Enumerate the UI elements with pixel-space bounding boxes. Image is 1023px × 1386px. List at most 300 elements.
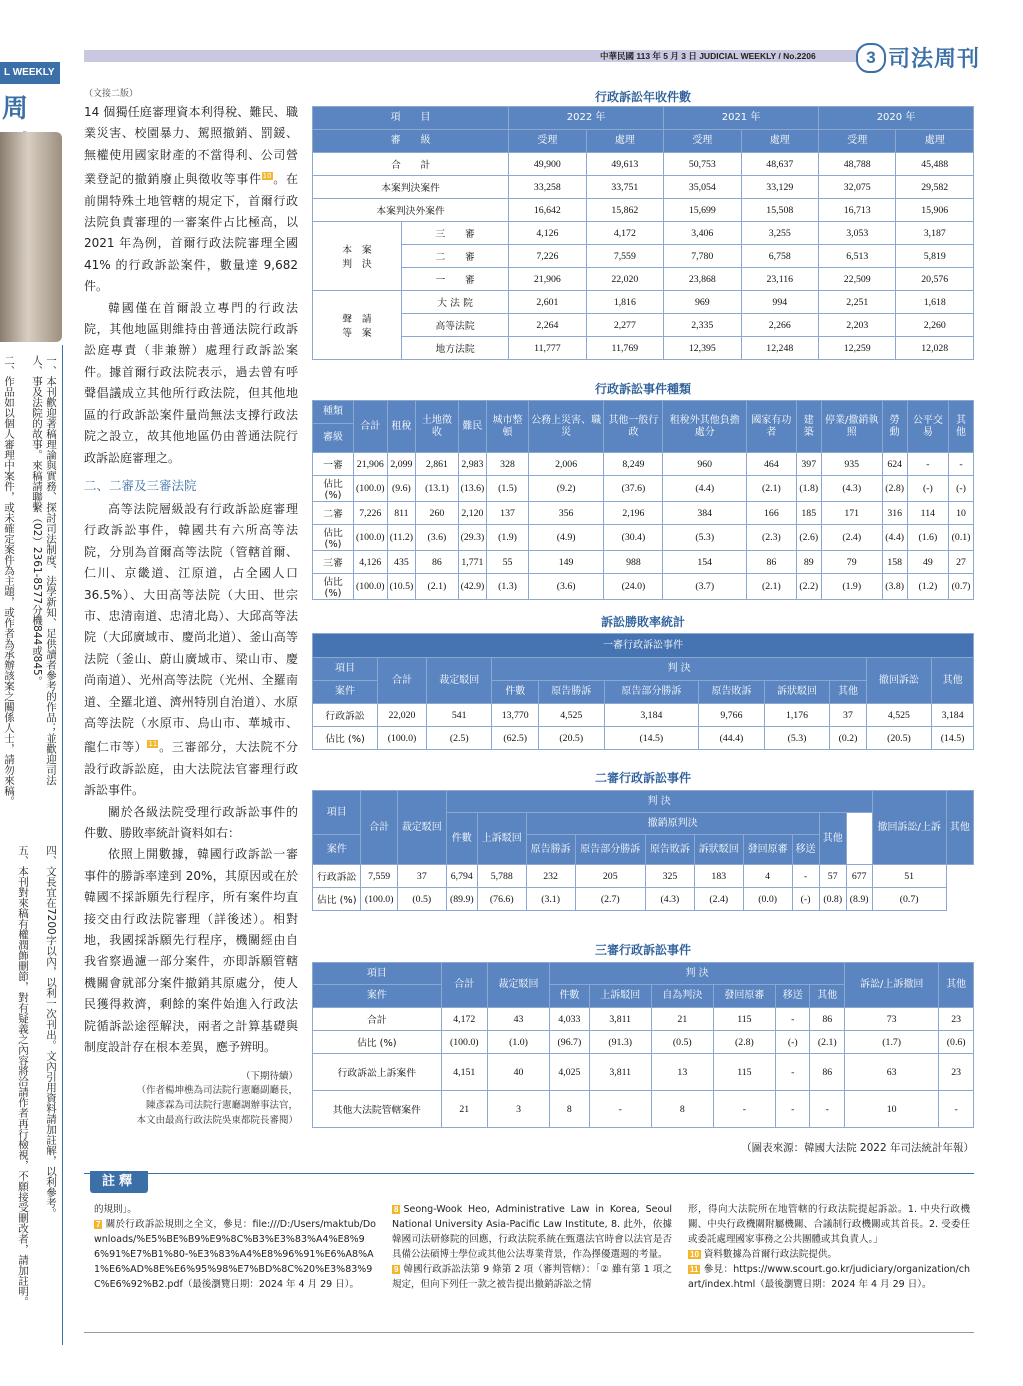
- table-cell: 12,028: [896, 337, 974, 360]
- table-cell: 2,120: [458, 502, 487, 525]
- table-cell: 2,277: [586, 314, 663, 337]
- table-cell: (20.5): [866, 727, 932, 750]
- table-cell: 21: [651, 1008, 713, 1031]
- paragraph-1: [84, 102, 298, 298]
- table-header: 上訴駁回: [589, 985, 651, 1008]
- table-cell: 55: [487, 551, 529, 574]
- row-label: 佔比 (%): [313, 1031, 442, 1054]
- paragraph-3-cont: 。三審部分，大法院不分設行政訴訟庭，由大法院法官審理行政訴訟事件。: [84, 740, 298, 798]
- table-header: 土地徵收: [416, 401, 458, 453]
- table-header: 判 決: [446, 791, 872, 813]
- table-cell: 21,906: [509, 268, 586, 291]
- table-cell: 7,226: [509, 245, 586, 268]
- table-cell: 21,906: [353, 453, 387, 476]
- table-cell: (2.6): [796, 525, 821, 551]
- table-cell: -: [907, 453, 949, 476]
- table-cell: -: [949, 453, 974, 476]
- table-cell: (89.9): [446, 888, 477, 911]
- table-cell: (1.6): [907, 525, 949, 551]
- table-cell: (1.5): [487, 476, 529, 502]
- note-badge: 8: [394, 1205, 399, 1214]
- note-text: 關於行政訴訟規則之全文，參見：file:///D:/Users/maktub/Downloads/%E5%BE%B9%E9%8C%B3%E3%83%A4%E8%96%91%E7%B1%80-%E3%83%A4%E8%96%91%E6%A8%A1%E6%AD%8E%E6%95%98%E7%BD%8C%20%E3%83%9C%E6%92%B2.pdf（最後瀏覽日期：2024 年 4 月 29 日）。: [94, 1219, 376, 1290]
- table-cell: 115: [713, 1054, 775, 1091]
- table-cell: (0.7): [949, 574, 974, 600]
- table-cell: 73: [844, 1008, 938, 1031]
- table-cell: (0.1): [949, 525, 974, 551]
- note-badge: 9: [394, 1265, 399, 1274]
- table-cell: (29.3): [458, 525, 487, 551]
- footer-rule: [84, 1332, 974, 1333]
- table-cell: 7,559: [361, 865, 397, 888]
- table-header: 移送: [792, 835, 819, 865]
- table-cell: 356: [528, 502, 604, 525]
- table-header: 其他: [939, 963, 974, 1008]
- table-cell: (2.7): [575, 888, 646, 911]
- table-header: 合計: [361, 791, 397, 865]
- table-cell: 2,196: [604, 502, 663, 525]
- table-cell: 15,699: [664, 199, 741, 222]
- table-cell: 45,488: [896, 153, 974, 176]
- table-cell: 9,766: [699, 704, 765, 727]
- table-cell: (-): [775, 1031, 810, 1054]
- table-row: [313, 153, 974, 176]
- table-cell: 2,601: [509, 291, 586, 314]
- table-header: 公平交易: [907, 401, 949, 453]
- table-cell: 2,335: [664, 314, 741, 337]
- table-cell: (10.5): [387, 574, 416, 600]
- note-text: 韓國行政訴訟法第 9 條第 2 項（審判管轄）：「② 雖有第 1 項之規定，但向下列任一款之被告提出撤銷訴訟之情: [392, 1264, 672, 1290]
- table-cell: 21: [441, 1091, 487, 1128]
- row-label: 合 計: [313, 153, 509, 176]
- table-cell: 114: [907, 502, 949, 525]
- table-cell: (3.6): [416, 525, 458, 551]
- table-cell: 49: [907, 551, 949, 574]
- table-cell: 464: [746, 453, 796, 476]
- table-header: 停業/撤銷執照: [821, 401, 882, 453]
- strip-note-2: 人、事及法院的故事。來稿請聯繫（02）2361-8577分機844或845。: [31, 355, 43, 687]
- table-row: [313, 268, 974, 291]
- table-row: [313, 865, 974, 888]
- table-cell: 158: [882, 551, 907, 574]
- footnote-ref-10[interactable]: 10: [262, 172, 272, 181]
- table-cell: 183: [694, 865, 743, 888]
- table-cell: 5,788: [477, 865, 526, 888]
- row-label: 聲 請 等 案: [313, 291, 402, 360]
- table-second-instance: [312, 790, 974, 911]
- table-cell: 4: [743, 865, 792, 888]
- note-text: 資料數據為首爾行政法院提供。: [703, 1249, 837, 1260]
- table-cell: (13.6): [458, 476, 487, 502]
- table-cell: 397: [796, 453, 821, 476]
- table-cell: 16,713: [819, 199, 896, 222]
- table-cell: 8: [550, 1091, 590, 1128]
- table-header: 原告敗訴: [699, 681, 765, 704]
- table-3-title: 訴訟勝敗率統計: [600, 615, 685, 629]
- table-cell: (91.3): [589, 1031, 651, 1054]
- table-cell: 4,025: [550, 1054, 590, 1091]
- table-cell: (0.0): [743, 888, 792, 911]
- table-cell: 22,509: [819, 268, 896, 291]
- page-number: 3: [856, 43, 886, 73]
- strip-logo: 周: [2, 94, 31, 124]
- row-label: 三 審: [402, 222, 509, 245]
- table-row: [313, 199, 974, 222]
- strip-note-3: 二、作品如以個人審理中案件，或未確定案件為主題，或作者為承辦該案之關係人士，請勿來稿。: [3, 355, 15, 807]
- table-cell: 7,226: [353, 502, 387, 525]
- table-header: 訴狀駁回: [764, 681, 830, 704]
- table-cell: 6,794: [446, 865, 477, 888]
- table-header: 合計: [378, 658, 427, 704]
- table-header: 件數: [446, 813, 477, 865]
- row-label: 佔比 (%): [313, 727, 378, 750]
- row-label: 二 審: [402, 245, 509, 268]
- table-cell: 2,983: [458, 453, 487, 476]
- table-2-title: 行政訴訟事件種類: [594, 382, 691, 396]
- table-cell: (-): [949, 476, 974, 502]
- table-cell: 57: [819, 865, 846, 888]
- table-cell: (100.0): [361, 888, 397, 911]
- table-cell: (96.7): [550, 1031, 590, 1054]
- table-cell: 35,054: [664, 176, 741, 199]
- table-cell: -: [775, 1008, 810, 1031]
- table-header: 其他一般行政: [604, 401, 663, 453]
- table-cell: 79: [821, 551, 882, 574]
- row-label: 合計: [313, 1008, 442, 1031]
- paragraph-3: [84, 499, 298, 802]
- table-header: 難民: [458, 401, 487, 453]
- table-cell: (0.8): [819, 888, 846, 911]
- note-text: 形，得向大法院所在地管轄的行政法院提起訴訟。1. 中央行政機關、中央行政機關附屬機關、合議制行政機關或其首長。2. 受委任或委託處理國家事務之公共團體或其負責人。」: [688, 1204, 970, 1245]
- table-cell: 89: [796, 551, 821, 574]
- notes-column-3: [688, 1202, 970, 1292]
- table-cell: -: [792, 865, 819, 888]
- table-cell: (3.7): [663, 574, 746, 600]
- table-cell: 4,126: [353, 551, 387, 574]
- table-cell: 50,753: [664, 153, 741, 176]
- table-header: 撤銷原判決: [526, 813, 819, 835]
- table-cell: (0.5): [397, 888, 446, 911]
- table-row: [313, 888, 974, 911]
- row-label: 大 法 院: [402, 291, 509, 314]
- table-header: 發回原審: [743, 835, 792, 865]
- table-header: 自為判決: [651, 985, 713, 1008]
- author-note-3: 本文由最高行政法院吳東都院長審閱）: [136, 1115, 298, 1127]
- note-item: [392, 1202, 672, 1262]
- table-cell: 16,642: [509, 199, 586, 222]
- footnote-ref-11[interactable]: 11: [148, 740, 158, 749]
- table-cell: 2,006: [528, 453, 604, 476]
- notes-column-1: [94, 1202, 376, 1292]
- table-cell: (2.2): [796, 574, 821, 600]
- table-cell: 37: [397, 865, 446, 888]
- table-row: [313, 176, 974, 199]
- table-cell: 137: [487, 502, 529, 525]
- table-cell: -: [939, 1091, 974, 1128]
- table-header: 上訴駁回: [477, 813, 526, 865]
- table-header: 移送: [775, 985, 810, 1008]
- table-cell: (2.1): [746, 574, 796, 600]
- section-heading: 二、二審及三審法院: [84, 477, 197, 493]
- header-date: 中華民國 113 年 5 月 3 日 JUDICIAL WEEKLY / No.2206: [600, 51, 816, 61]
- table-cell: (44.4): [699, 727, 765, 750]
- table-cell: 2,266: [741, 314, 818, 337]
- strip-note-1: 一、本刊歡迎著稿理論與實務、探討司法制度、法學新知、足供讀者參考的作品；並歡迎司法: [45, 355, 57, 786]
- table-row: [313, 551, 974, 574]
- note-badge: 11: [690, 1265, 699, 1274]
- table-third-instance: [312, 962, 974, 1128]
- table-cell: (14.5): [604, 727, 699, 750]
- table-cell: 13,770: [492, 704, 539, 727]
- table-row: [313, 222, 974, 245]
- table-cell: 149: [528, 551, 604, 574]
- table-cell: (13.1): [416, 476, 458, 502]
- paragraph-5: 依照上開數據，韓國行政訴訟一審事件的勝訴率達到 20%，其原因或在於韓國不採訴願先行程序，所有案件均直接交由行政法院審理（詳後述）。相對地，我國採訴願先行程序，機關經由自我省察過濾一部分案件，亦即訴願管轄機關會就部分案件撤銷其原處分，使人民獲得救濟，剩餘的案件始進入行政法院循訴訟途徑解決，兩者之計算基礎與制度設計存在根本差異，應予辨明。: [84, 847, 298, 1055]
- table-cell: (24.0): [604, 574, 663, 600]
- table-row: [313, 291, 974, 314]
- strip-note-5: 五、本刊對來稿有權潤飾刪節，對有疑義之內容將洽請作者再行檢視，不願接受刪改者，請加註明。: [17, 845, 29, 1307]
- table-row: [313, 1091, 974, 1128]
- notes-tag: 註釋: [90, 1171, 148, 1193]
- table-cell: (100.0): [353, 525, 387, 551]
- table-cell: 27: [949, 551, 974, 574]
- weekly-tag: L WEEKLY: [0, 62, 60, 84]
- table-cell: 1,618: [896, 291, 974, 314]
- note-badge: 10: [690, 1250, 699, 1259]
- brand-title: 司法周刊: [888, 46, 981, 72]
- note-text: 的規則」。: [94, 1204, 137, 1215]
- table-row: [313, 476, 974, 502]
- table-cell: 435: [387, 551, 416, 574]
- table-cell: 10: [844, 1091, 938, 1128]
- table-cell: (4.3): [821, 476, 882, 502]
- table-header: 2022 年: [509, 107, 664, 130]
- table-row: [313, 245, 974, 268]
- table-cell: 33,751: [586, 176, 663, 199]
- table-cell: 10: [949, 502, 974, 525]
- table-cell: 23: [939, 1008, 974, 1031]
- table-cell: 11,777: [509, 337, 586, 360]
- continued-note: （文接二版）: [84, 89, 139, 99]
- table-cell: 3,184: [932, 704, 974, 727]
- table-cell: (1.3): [487, 574, 529, 600]
- table-cell: 86: [810, 1008, 845, 1031]
- table-cell: 49,900: [509, 153, 586, 176]
- table-cell: 384: [663, 502, 746, 525]
- table-row: [313, 525, 974, 551]
- table-header: 處理: [586, 130, 663, 153]
- table-cell: 22,020: [378, 704, 427, 727]
- table-cell: (2.4): [694, 888, 743, 911]
- table-cell: 12,259: [819, 337, 896, 360]
- table-cell: 205: [575, 865, 646, 888]
- table-header: 受理: [819, 130, 896, 153]
- row-label: 行政訴訟: [313, 865, 361, 888]
- table-cell: (9.6): [387, 476, 416, 502]
- table-row: [313, 1031, 974, 1054]
- table-cell: (0.7): [872, 888, 946, 911]
- table-cell: 1,816: [586, 291, 663, 314]
- table-cell: 3: [487, 1091, 549, 1128]
- table-header: 其他: [932, 658, 974, 704]
- table-cell: 2,099: [387, 453, 416, 476]
- table-cell: (0.2): [830, 727, 866, 750]
- table-header: 受理: [509, 130, 586, 153]
- table-cell: (8.9): [846, 888, 872, 911]
- table-cell: (4.4): [663, 476, 746, 502]
- table-cell: (2.5): [426, 727, 492, 750]
- table-cell: (-): [907, 476, 949, 502]
- table-cell: 63: [844, 1054, 938, 1091]
- table-header: 受理: [664, 130, 741, 153]
- author-note-1: （作者楊坤樵為司法院行憲廳副廳長，: [136, 1085, 298, 1097]
- table-cell: 48,637: [741, 153, 818, 176]
- table-cell: (1.9): [821, 574, 882, 600]
- table-header: 裁定駁回: [487, 963, 549, 1008]
- table-cell: 37: [830, 704, 866, 727]
- table-cell: 541: [426, 704, 492, 727]
- table-cell: (2.4): [821, 525, 882, 551]
- table-cell: (62.5): [492, 727, 539, 750]
- table-cell: 6,758: [741, 245, 818, 268]
- table-cell: 969: [664, 291, 741, 314]
- row-label: 其他大法院管轄案件: [313, 1091, 442, 1128]
- note-item: [688, 1247, 970, 1262]
- table-cell: 4,033: [550, 1008, 590, 1031]
- row-label: 三審: [313, 551, 354, 574]
- table-cell: (1.8): [796, 476, 821, 502]
- table-cell: (5.3): [663, 525, 746, 551]
- table-cell: (30.4): [604, 525, 663, 551]
- table-cell: -: [589, 1091, 651, 1128]
- table-header: 原告勝訴: [526, 835, 575, 865]
- note-item: [94, 1217, 376, 1292]
- table-cell: 40: [487, 1054, 549, 1091]
- paragraph-3-text: 高等法院層級設有行政訴訟庭審理行政訴訟事件，韓國共有六所高等法院，分別為首爾高等法院（管轄首爾、仁川、京畿道、江原道，占全國人口36.5%）、大田高等法院（大田、世宗市、忠清南道、忠清北島）、大邱高等法院（大邱廣域市、慶尚北道）、釜山高等法院（釜山、蔚山廣域市、梁山市、慶尚南道）、光州高等法院（光州、全羅南道、全羅北道、濟州特別自治道）、水原高等法院（水原市、烏山市、華城市、龍仁市等）: [84, 501, 298, 755]
- table-cell: 13: [651, 1054, 713, 1091]
- table-header: 合計: [441, 963, 487, 1008]
- paragraph-1-cont: 。在前開特殊土地管轄的規定下，首爾行政法院負責審理的一審案件占比極高，以 2021 年為例，首爾行政法院審理全國 41% 的行政訴訟案件，數量達 9,682 件。: [84, 172, 298, 294]
- table-header: 合計: [353, 401, 387, 453]
- paragraph-1-text: 14 個獨任庭審理資本利得稅、難民、職業災害、校園暴力、駕照撤銷、罰鍰、無權使用國家財產的不當得利、公司營業登記的撤銷廢止與徵收等事件: [84, 105, 298, 187]
- table-row: [313, 337, 974, 360]
- table-cell: 4,525: [539, 704, 605, 727]
- table-header: 案件: [313, 835, 361, 865]
- table-cell: 171: [821, 502, 882, 525]
- table-cell: (2.8): [882, 476, 907, 502]
- table-cell: (1.7): [844, 1031, 938, 1054]
- table-cell: 325: [646, 865, 695, 888]
- table-header: 訴狀駁回: [694, 835, 743, 865]
- row-label: 佔比 (%): [313, 574, 354, 600]
- table-cell: 51: [872, 865, 946, 888]
- table-cell: 811: [387, 502, 416, 525]
- table-cell: 7,780: [664, 245, 741, 268]
- table-cell: 48,788: [819, 153, 896, 176]
- row-label: 一 審: [402, 268, 509, 291]
- table-cell: 232: [526, 865, 575, 888]
- table-cell: 3,255: [741, 222, 818, 245]
- table-cell: 3,053: [819, 222, 896, 245]
- table-header: 發回原審: [713, 985, 775, 1008]
- table-cell: (14.5): [932, 727, 974, 750]
- table-cell: (0.5): [651, 1031, 713, 1054]
- table-cell: 4,525: [866, 704, 932, 727]
- table-header: 判 決: [492, 658, 866, 681]
- note-badge: 7: [96, 1220, 101, 1229]
- table-header: 其他: [946, 791, 973, 865]
- table-cell: (1.0): [487, 1031, 549, 1054]
- table-header: 其他: [810, 985, 845, 1008]
- row-label: 佔比 (%): [313, 888, 361, 911]
- table-row: [313, 574, 974, 600]
- table-cell: (42.9): [458, 574, 487, 600]
- table-banner: 一審行政訴訟事件: [313, 634, 974, 658]
- table-cell: 5,819: [896, 245, 974, 268]
- table-row: [313, 314, 974, 337]
- row-label: 高等法院: [402, 314, 509, 337]
- table-header: 撤回訴訟/上訴: [872, 791, 946, 865]
- table-header: 案件: [313, 985, 442, 1008]
- table-cell: 43: [487, 1008, 549, 1031]
- row-label: 二審: [313, 502, 354, 525]
- table-cell: (2.1): [416, 574, 458, 600]
- table-cell: (4.9): [528, 525, 604, 551]
- strip-note-4: 四、文長宜在7200字以內，以利一次刊出。文內引用資料請加註解，以利參考。: [45, 845, 57, 1219]
- table-header: 案件: [313, 681, 378, 704]
- table-header: 處理: [741, 130, 818, 153]
- table-cell: (9.2): [528, 476, 604, 502]
- table-header: 原告敗訴: [646, 835, 695, 865]
- table-cell: 624: [882, 453, 907, 476]
- table-header: 訴訟/上訴撤回: [844, 963, 938, 1008]
- table-header: 審 級: [313, 130, 509, 153]
- table-annual-cases: [312, 106, 974, 360]
- table-cell: 1,176: [764, 704, 830, 727]
- table-cell: (11.2): [387, 525, 416, 551]
- row-label: 行政訴訟: [313, 704, 378, 727]
- notes-column-2: [392, 1202, 672, 1292]
- strip-divider: [62, 345, 63, 1345]
- table-cell: (5.3): [764, 727, 830, 750]
- row-label: 佔比 (%): [313, 476, 354, 502]
- table-header: 2021 年: [664, 107, 819, 130]
- table-cell: 2,251: [819, 291, 896, 314]
- table-cell: (2.3): [746, 525, 796, 551]
- table-header: 原告部分勝訴: [575, 835, 646, 865]
- table-cell: 15,906: [896, 199, 974, 222]
- table-cell: 3,184: [604, 704, 699, 727]
- table-cell: (-): [792, 888, 819, 911]
- table-cell: 33,258: [509, 176, 586, 199]
- table-cell: 8: [651, 1091, 713, 1128]
- table-cell: (76.6): [477, 888, 526, 911]
- table-cell: (100.0): [353, 476, 387, 502]
- table-cell: 23,116: [741, 268, 818, 291]
- row-label: 行政訴訟上訴案件: [313, 1054, 442, 1091]
- table-header: 審級: [313, 424, 354, 453]
- table-cell: 12,395: [664, 337, 741, 360]
- table-row: [313, 502, 974, 525]
- table-header: 判 決: [550, 963, 845, 985]
- row-label: 本案判決外案件: [313, 199, 509, 222]
- table-header: 種類: [313, 401, 354, 424]
- row-label: 本案判決案件: [313, 176, 509, 199]
- table-header: 公務上災害、職災: [528, 401, 604, 453]
- table-cell: 7,559: [586, 245, 663, 268]
- table-cell: (1.9): [487, 525, 529, 551]
- table-cell: (3.6): [528, 574, 604, 600]
- pillar-image: [0, 132, 62, 342]
